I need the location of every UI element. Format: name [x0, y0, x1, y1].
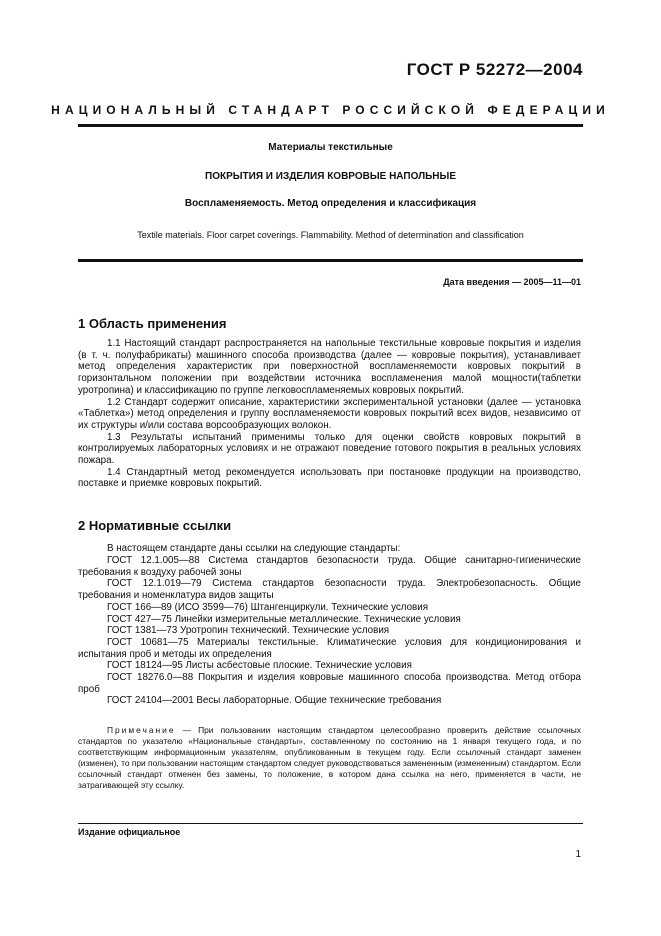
- section-1-heading: 1 Область применения: [78, 316, 227, 331]
- paragraph-1-1: 1.1 Настоящий стандарт распространяется на напольные текстильные ковровые покрытия и изделия (в т. ч. полуфабрикаты) машинного способа производства (далее — ковровые покрытия), устанавливает метод определения характеристик при поверхностной воспламеняемости ковровых покрытий в горизонтальном положении при воздействии источника воспламенения малой мощности(таблетки уротропина) и классификацию по группе легковоспламеняемых ковровых покрытий.: [78, 338, 581, 396]
- title-rule: [78, 259, 583, 262]
- reference-item: ГОСТ 166—89 (ИСО 3599—76) Штангенциркули. Технические условия: [107, 601, 429, 613]
- footer-rule: [78, 823, 583, 824]
- reference-item: ГОСТ 1381—73 Уротропин технический. Технические условия: [107, 625, 390, 637]
- header-rule: [78, 124, 583, 127]
- reference-item: ГОСТ 24104—2001 Весы лабораторные. Общие технические требования: [107, 695, 442, 707]
- reference-item: ГОСТ 12.1.019—79 Система стандартов безопасности труда. Электробезопасность. Общие требования и номенклатура видов защиты: [78, 578, 581, 602]
- title-line-3: Воспламеняемость. Метод определения и классификация: [184, 198, 477, 209]
- standard-number: ГОСТ Р 52272—2004: [406, 60, 583, 79]
- references-intro: В настоящем стандарте даны ссылки на следующие стандарты:: [107, 543, 401, 554]
- note: [78, 725, 581, 790]
- note-text: — При пользовании настоящим стандартом целесообразно проверить действие ссылочных стандартов по указателю «Национальные стандарты», составленному по состоянию на 1 января текущего года, и по соответствующим информационным указателям, опубликованным в текущем году. Если ссылочный стандарт заменен (изменен), то при пользовании настоящим стандартом следует руководствоваться замененным (измененным) стандартом. Если ссылочный стандарт отменен без замены, то положение, в котором дана ссылка на него, применяется в части, не затрагивающей эту ссылку.: [78, 725, 582, 790]
- reference-item: ГОСТ 18124—95 Листы асбестовые плоские. Технические условия: [107, 660, 412, 672]
- paragraph-1-3: 1.3 Результаты испытаний применимы только для оценки свойств ковровых покрытий в контролируемых лабораторных условиях и не отражают поведение готового покрытия в реальных условиях пожара.: [78, 431, 581, 467]
- section-1-body: [78, 338, 581, 490]
- references-list: [78, 555, 581, 707]
- english-title: Textile materials. Floor carpet coverings. Flammability. Method of determination and classification: [137, 230, 524, 240]
- title-line-1: Материалы текстильные: [268, 142, 393, 153]
- reference-item: ГОСТ 12.1.005—88 Система стандартов безопасности труда. Общие санитарно-гигиенические требования к воздуху рабочей зоны: [78, 555, 581, 578]
- reference-item: ГОСТ 18276.0—88 Покрытия и изделия ковровые машинного способа производства. Метод отбора проб: [78, 672, 581, 695]
- section-2-intro: [78, 543, 581, 555]
- paragraph-1-2: 1.2 Стандарт содержит описание, характеристики экспериментальной установки (далее — установка «Таблетка») метод определения и группу воспламеняемости ковровых покрытий всех видов, независимо от их структуры и/или состава ворсообразующих волокон.: [78, 396, 581, 431]
- note-label: Примечание: [107, 725, 176, 735]
- introduction-date: Дата введения — 2005—11—01: [443, 277, 581, 287]
- reference-item: ГОСТ 10681—75 Материалы текстильные. Климатические условия для кондиционирования и испытания проб и методы их определения: [78, 636, 581, 660]
- paragraph-1-4: 1.4 Стандартный метод рекомендуется использовать при постановке продукции на производство, поставке и приемке ковровых покрытий.: [78, 466, 581, 490]
- reference-item: ГОСТ 427—75 Линейки измерительные металлические. Технические условия: [107, 613, 461, 625]
- national-standard-banner: НАЦИОНАЛЬНЫЙ СТАНДАРТ РОССИЙСКОЙ ФЕДЕРАЦИИ: [51, 103, 610, 117]
- page-number: 1: [575, 849, 581, 860]
- official-edition-label: Издание официальное: [78, 827, 181, 837]
- section-2-heading: 2 Нормативные ссылки: [78, 518, 232, 533]
- title-line-2: ПОКРЫТИЯ И ИЗДЕЛИЯ КОВРОВЫЕ НАПОЛЬНЫЕ: [205, 171, 456, 182]
